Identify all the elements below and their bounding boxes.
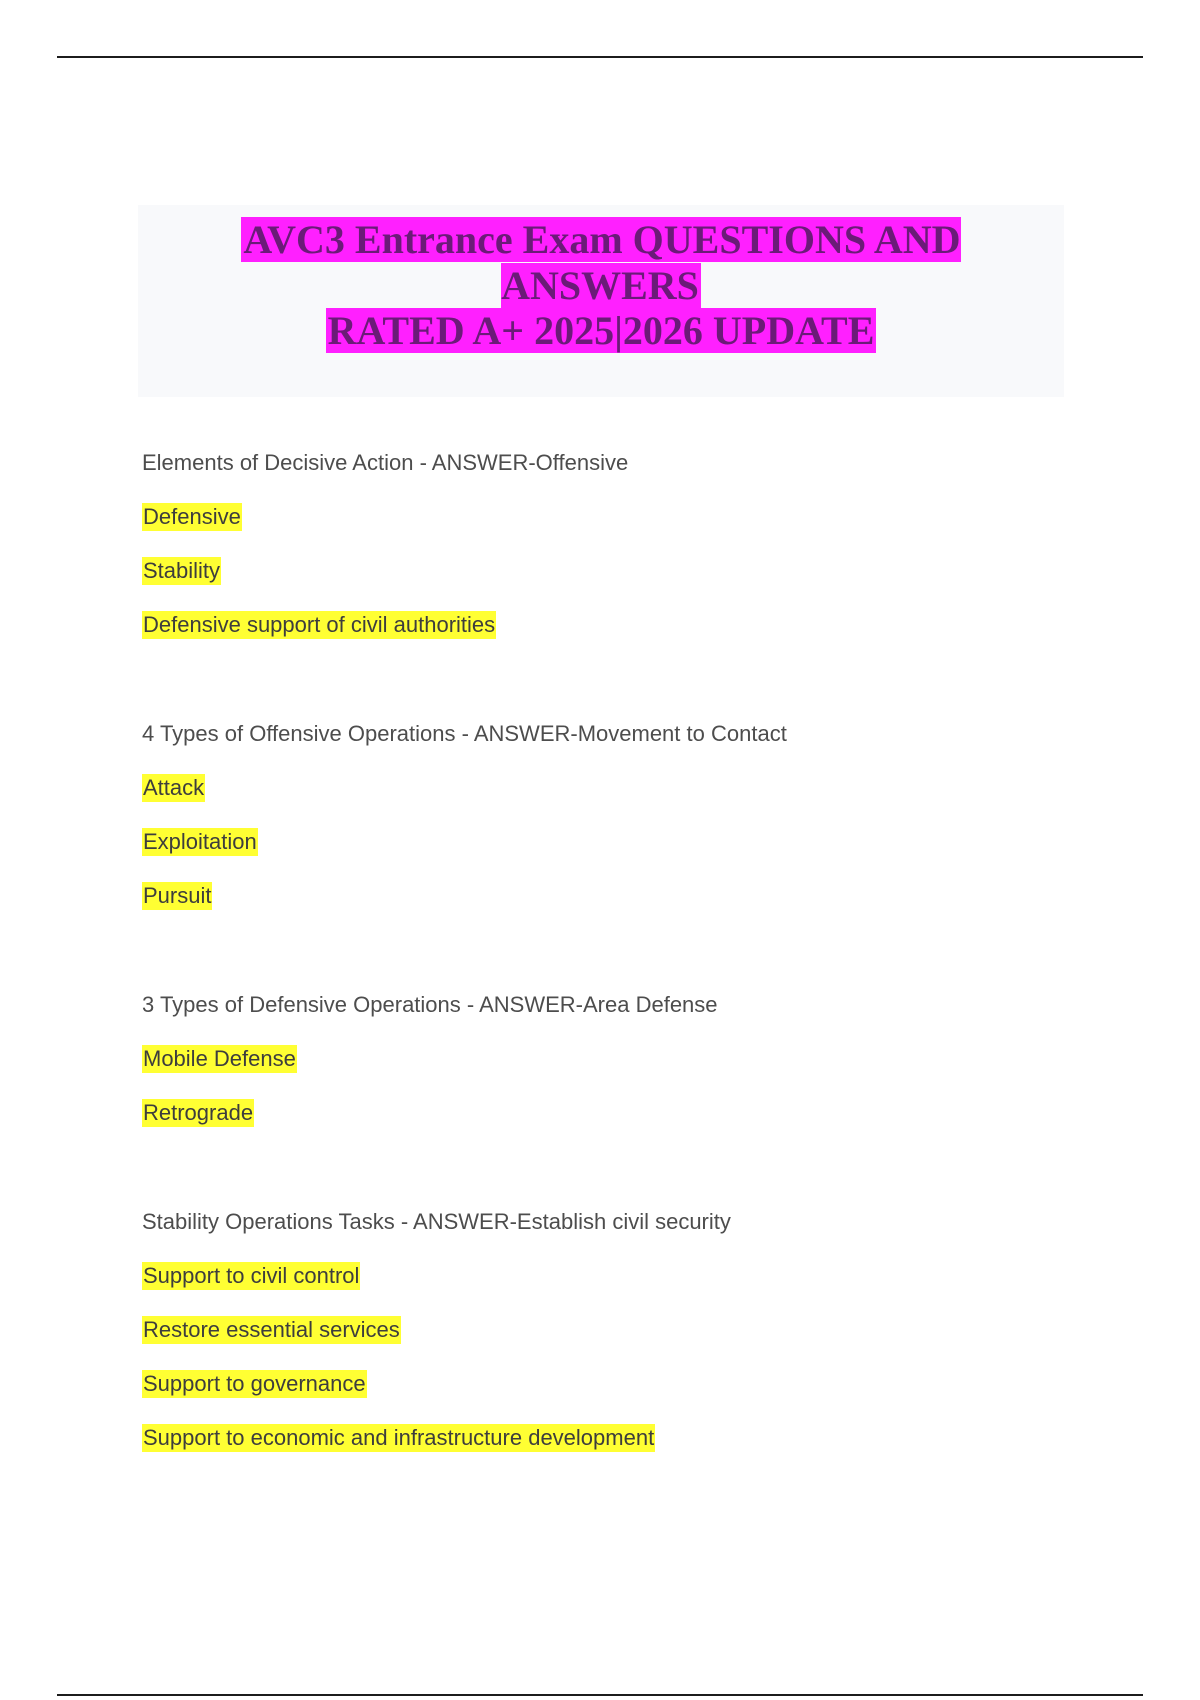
answer-item — [142, 1262, 1102, 1290]
answer-item — [142, 882, 1102, 910]
answer-item — [142, 1099, 1102, 1127]
title-block — [138, 205, 1064, 397]
answer-text: Defensive support of civil authorities — [143, 612, 496, 637]
title-line-2-text: RATED A+ 2025|2026 UPDATE — [327, 308, 875, 353]
answer-item — [142, 1316, 1102, 1344]
qa-item — [142, 1208, 1102, 1478]
title-line-1-text: AVC3 Entrance Exam QUESTIONS AND ANSWERS — [243, 217, 961, 308]
answer-text: Support to governance — [143, 1371, 366, 1396]
question-text: 4 Types of Offensive Operations - ANSWER-Movement to Contact — [142, 721, 787, 746]
qa-item — [142, 720, 1102, 936]
answer-item — [142, 828, 1102, 856]
answer-text: Defensive — [143, 504, 241, 529]
answer-text: Stability — [143, 558, 221, 583]
question-text: 3 Types of Defensive Operations - ANSWER-Area Defense — [142, 992, 718, 1017]
answer-text: Retrograde — [143, 1100, 254, 1125]
answer-item — [142, 1424, 1102, 1452]
answer-item — [142, 557, 1102, 585]
answer-item — [142, 774, 1102, 802]
bottom-rule — [57, 1694, 1143, 1696]
top-rule — [57, 56, 1143, 58]
title-line-1 — [138, 217, 1064, 309]
answer-text: Restore essential services — [143, 1317, 400, 1342]
title-line-2 — [138, 308, 1064, 354]
qa-item — [142, 449, 1102, 665]
answer-text: Mobile Defense — [143, 1046, 296, 1071]
answer-item — [142, 611, 1102, 639]
answer-text: Support to economic and infrastructure development — [143, 1425, 655, 1450]
qa-item — [142, 991, 1102, 1153]
answer-text: Exploitation — [143, 829, 257, 854]
question-text: Elements of Decisive Action - ANSWER-Offensive — [142, 450, 629, 475]
answer-text: Attack — [143, 775, 205, 800]
answer-text: Pursuit — [143, 883, 212, 908]
answer-text: Support to civil control — [143, 1263, 360, 1288]
answer-item — [142, 1045, 1102, 1073]
question-text: Stability Operations Tasks - ANSWER-Establish civil security — [142, 1209, 731, 1234]
answer-item — [142, 1370, 1102, 1398]
answer-item — [142, 503, 1102, 531]
